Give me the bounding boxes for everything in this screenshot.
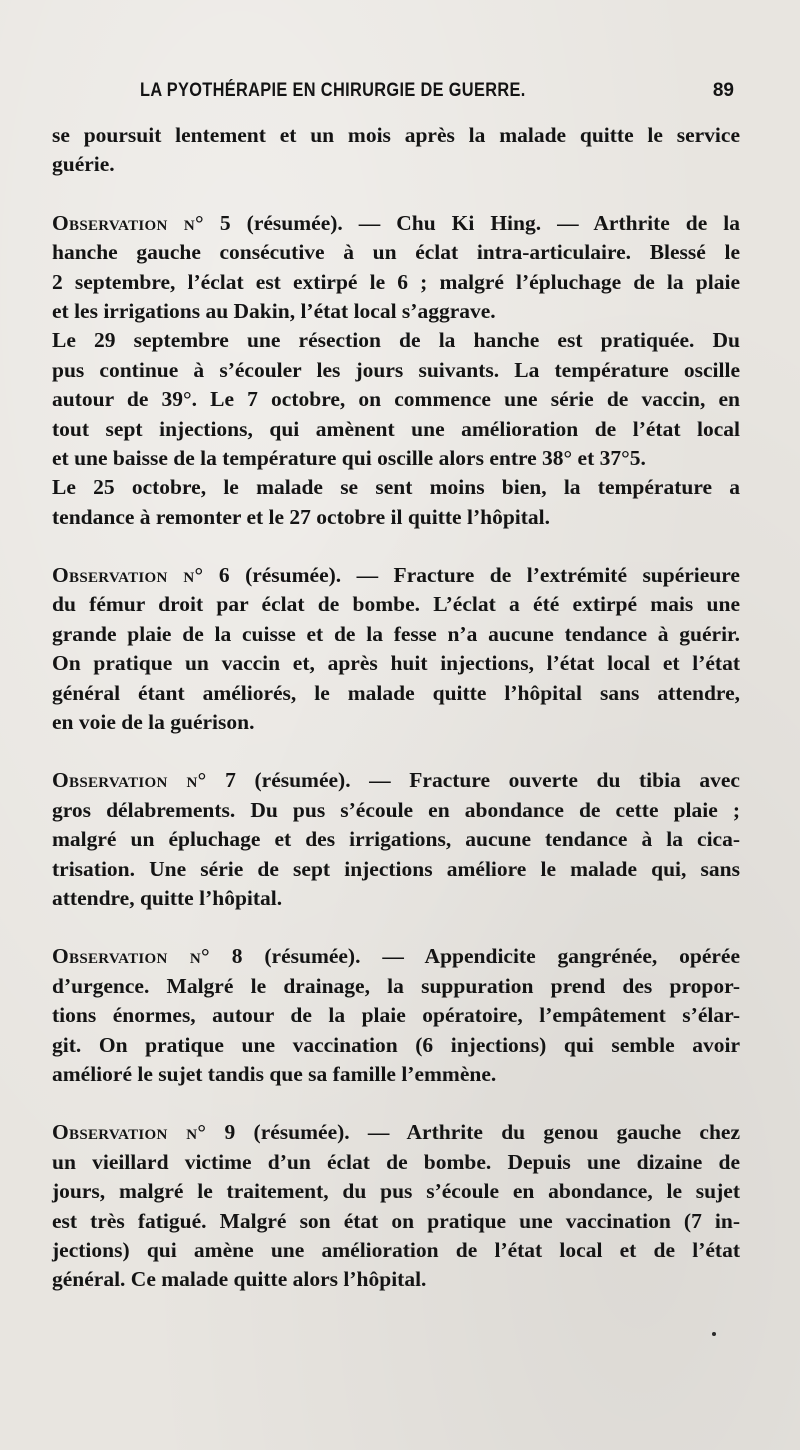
text-line: d’urgence. Malgré le drainage, la suppuration prend des propor-	[52, 973, 740, 998]
text-line: amélioré le sujet tandis que sa famille l’emmène.	[52, 1061, 497, 1086]
text-line: malgré un épluchage et des irrigations, aucune tendance à la cica-	[52, 827, 740, 852]
paragraph	[52, 209, 740, 327]
text-line: tions énormes, autour de la plaie opératoire, l’empâtement s’élar-	[52, 1003, 740, 1028]
text-line: tendance à remonter et le 27 octobre il quitte l’hôpital.	[52, 504, 551, 529]
paragraph	[52, 326, 740, 473]
text-line: On pratique un vaccin et, après huit injections, l’état local et l’état	[52, 651, 740, 676]
text-line: du fémur droit par éclat de bombe. L’éclat a été extirpé mais une	[52, 592, 740, 617]
text-line: hanche gauche consécutive à un éclat intra-articulaire. Blessé le	[52, 240, 740, 265]
observation-label: Observation n°	[52, 1120, 207, 1145]
text-line: 2 septembre, l’éclat est extirpé le 6 ; malgré l’épluchage de la plaie	[52, 269, 740, 294]
text-line: est très fatigué. Malgré son état on pratique une vaccination (7 in-	[52, 1208, 740, 1233]
text-line: jours, malgré le traitement, du pus s’écoule en abondance, le sujet	[52, 1179, 740, 1204]
text-line: et une baisse de la température qui oscille alors entre 38° et 37°5.	[52, 445, 646, 470]
text-line: et les irrigations au Dakin, l’état local s’aggrave.	[52, 298, 496, 323]
paragraph-gap	[52, 737, 740, 766]
paragraph	[52, 121, 740, 180]
paragraph-gap	[52, 1089, 740, 1118]
paragraph-gap	[52, 532, 740, 561]
observation-label: Observation n°	[52, 944, 210, 969]
paragraph-gap	[52, 180, 740, 209]
running-header	[140, 80, 740, 110]
text-line: pus continue à s’écouler les jours suivants. La température oscille	[52, 357, 740, 382]
text-line: tout sept injections, qui amènent une amélioration de l’état local	[52, 416, 740, 441]
text-line: gros délabrements. Du pus s’écoule en abondance de cette plaie ;	[52, 797, 740, 822]
text-line: Observation n° 8 (résumée). — Appendicite gangrénée, opérée	[52, 944, 740, 969]
observation-label: Observation n°	[52, 768, 207, 793]
observation-label: Observation n°	[52, 210, 204, 235]
text-line: Observation n° 7 (résumée). — Fracture ouverte du tibia avec	[52, 768, 740, 793]
text-line: en voie de la guérison.	[52, 710, 255, 735]
text-line: un vieillard victime d’un éclat de bombe. Depuis une dizaine de	[52, 1149, 740, 1174]
text-line: autour de 39°. Le 7 octobre, on commence une série de vaccin, en	[52, 387, 740, 412]
text-line: Le 25 octobre, le malade se sent moins bien, la température a	[52, 475, 740, 500]
observation-label: Observation n°	[52, 563, 204, 588]
text-line: attendre, quitte l’hôpital.	[52, 885, 283, 910]
text-line: Observation n° 5 (résumée). — Chu Ki Hing. — Arthrite de la	[52, 210, 740, 235]
text-line: guérie.	[52, 152, 115, 177]
paragraph	[52, 561, 740, 737]
page-number: 89	[712, 80, 734, 101]
paragraph	[52, 942, 740, 1089]
text-line: Le 29 septembre une résection de la hanche est pratiquée. Du	[52, 328, 740, 353]
body-text	[52, 121, 740, 1295]
paragraph	[52, 1118, 740, 1294]
ink-speck	[712, 1332, 716, 1336]
text-line: général. Ce malade quitte alors l’hôpital.	[52, 1267, 427, 1292]
text-line: Observation n° 6 (résumée). — Fracture de l’extrémité supérieure	[52, 563, 740, 588]
paragraph-gap	[52, 913, 740, 942]
paragraph	[52, 473, 740, 532]
text-line: git. On pratique une vaccination (6 injections) qui semble avoir	[52, 1032, 740, 1057]
text-line: trisation. Une série de sept injections améliore le malade qui, sans	[52, 856, 740, 881]
running-title: LA PYOTHÉRAPIE EN CHIRURGIE DE GUERRE.	[140, 80, 526, 101]
text-line: jections) qui amène une amélioration de l’état local et de l’état	[52, 1237, 740, 1262]
text-line: se poursuit lentement et un mois après la malade quitte le service	[52, 123, 740, 147]
paragraph	[52, 766, 740, 913]
text-line: grande plaie de la cuisse et de la fesse n’a aucune tendance à guérir.	[52, 621, 740, 646]
text-line: général étant améliorés, le malade quitte l’hôpital sans attendre,	[52, 680, 740, 705]
text-line: Observation n° 9 (résumée). — Arthrite du genou gauche chez	[52, 1120, 740, 1145]
